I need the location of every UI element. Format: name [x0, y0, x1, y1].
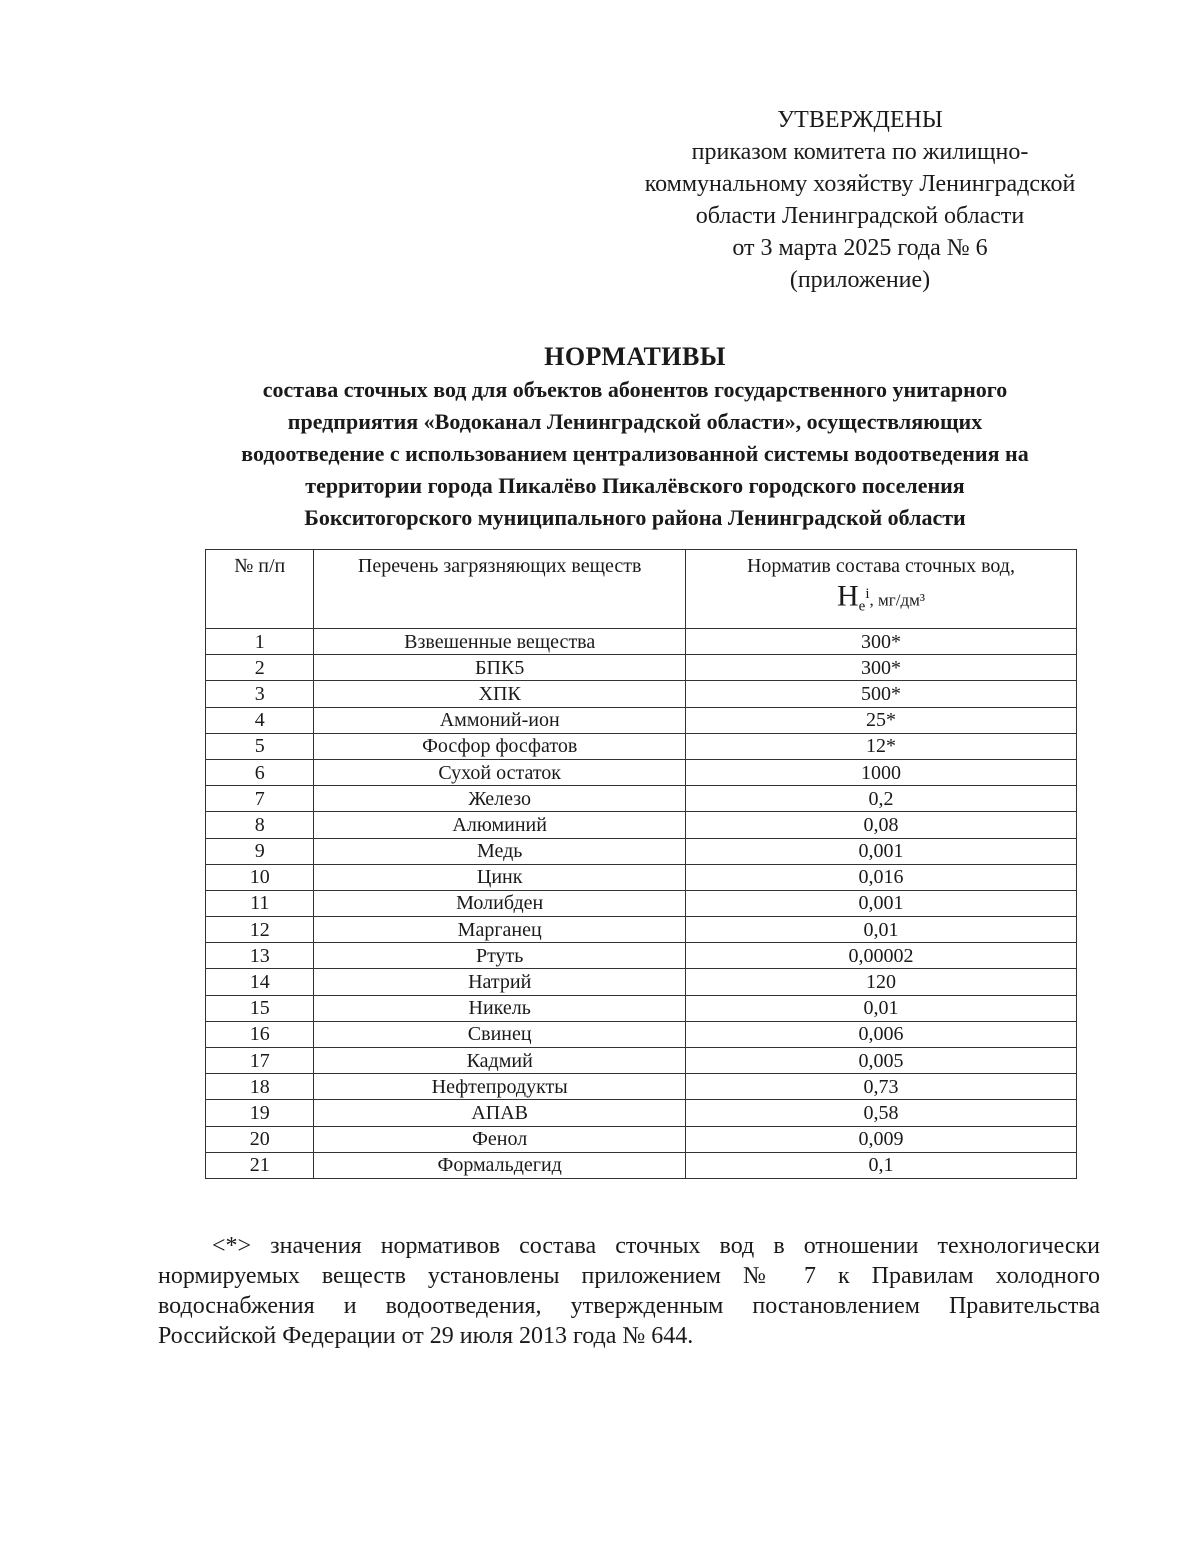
row-num: 10: [206, 864, 314, 890]
row-norm-value: 0,58: [685, 1100, 1076, 1126]
row-num: 4: [206, 707, 314, 733]
row-norm-value: 0,005: [685, 1048, 1076, 1074]
row-num: 1: [206, 629, 314, 655]
row-num: 18: [206, 1074, 314, 1100]
table-row: [206, 1074, 1077, 1100]
subtitle-line: территории города Пикалёво Пикалёвского городского поселения: [305, 473, 965, 498]
row-num: 20: [206, 1126, 314, 1152]
norms-table: [205, 549, 1077, 1179]
subtitle-line: предприятия «Водоканал Ленинградской области», осуществляющих: [287, 409, 983, 434]
row-substance: Кадмий: [314, 1048, 686, 1074]
approval-order-date: от 3 марта 2025 года № 6: [732, 235, 988, 261]
header-norm: [685, 550, 1076, 629]
row-num: 11: [206, 890, 314, 916]
row-num: 8: [206, 812, 314, 838]
row-norm-value: 0,1: [685, 1152, 1076, 1178]
row-substance: Аммоний-ион: [314, 707, 686, 733]
header-row: [206, 550, 1077, 629]
row-norm-value: 25*: [685, 707, 1076, 733]
row-num: 3: [206, 681, 314, 707]
row-num: 21: [206, 1152, 314, 1178]
row-num: 12: [206, 917, 314, 943]
table-row: [206, 812, 1077, 838]
approval-appendix: (приложение): [789, 267, 931, 293]
formula-superscript: i: [865, 586, 870, 602]
table-row: [206, 1152, 1077, 1178]
subtitle-line: состава сточных вод для объектов абонентов государственного унитарного: [262, 377, 1008, 402]
formula-subscript: е: [858, 598, 866, 615]
norms-table-header: [206, 550, 1077, 629]
header-num: № п/п: [206, 550, 314, 629]
row-norm-value: 300*: [685, 655, 1076, 681]
row-norm-value: 1000: [685, 759, 1076, 785]
row-substance: Фенол: [314, 1126, 686, 1152]
table-row: [206, 707, 1077, 733]
row-substance: Натрий: [314, 969, 686, 995]
row-num: 17: [206, 1048, 314, 1074]
row-norm-value: 0,2: [685, 786, 1076, 812]
row-norm-value: 500*: [685, 681, 1076, 707]
table-row: [206, 864, 1077, 890]
row-norm-value: 0,01: [685, 995, 1076, 1021]
table-row: [206, 1126, 1077, 1152]
row-substance: Марганец: [314, 917, 686, 943]
row-num: 14: [206, 969, 314, 995]
document-title-block: [130, 340, 1140, 534]
table-row: [206, 838, 1077, 864]
row-norm-value: 0,001: [685, 838, 1076, 864]
norms-table-body: [206, 629, 1077, 1179]
approval-line: приказом комитета по жилищно-: [691, 139, 1029, 165]
header-norm-label: Норматив состава сточных вод,: [746, 555, 1015, 577]
row-num: 15: [206, 995, 314, 1021]
approval-block: [560, 104, 1160, 296]
subtitle-line: Бокситогорского муниципального района Ленинградской области: [304, 505, 966, 530]
row-substance: Сухой остаток: [314, 759, 686, 785]
document-title: НОРМАТИВЫ: [544, 342, 726, 371]
approval-line: коммунальному хозяйству Ленинградской: [644, 171, 1076, 197]
row-substance: АПАВ: [314, 1100, 686, 1126]
row-norm-value: 0,006: [685, 1021, 1076, 1047]
row-substance: Алюминий: [314, 812, 686, 838]
row-norm-value: 0,08: [685, 812, 1076, 838]
row-substance: Ртуть: [314, 943, 686, 969]
table-row: [206, 917, 1077, 943]
row-num: 5: [206, 733, 314, 759]
row-norm-value: 0,001: [685, 890, 1076, 916]
row-substance: Свинец: [314, 1021, 686, 1047]
table-row: [206, 733, 1077, 759]
table-row: [206, 629, 1077, 655]
row-substance: БПК5: [314, 655, 686, 681]
row-num: 9: [206, 838, 314, 864]
formula-unit: , мг/дм³: [869, 590, 925, 610]
row-substance: Фосфор фосфатов: [314, 733, 686, 759]
table-row: [206, 995, 1077, 1021]
row-substance: Железо: [314, 786, 686, 812]
row-norm-value: 0,01: [685, 917, 1076, 943]
row-norm-value: 300*: [685, 629, 1076, 655]
row-norm-value: 0,009: [685, 1126, 1076, 1152]
row-num: 16: [206, 1021, 314, 1047]
norm-formula: [686, 579, 1076, 619]
table-row: [206, 890, 1077, 916]
row-substance: Нефтепродукты: [314, 1074, 686, 1100]
row-substance: Медь: [314, 838, 686, 864]
row-substance: Формальдегид: [314, 1152, 686, 1178]
row-norm-value: 0,73: [685, 1074, 1076, 1100]
document-subtitle: [130, 374, 1140, 534]
row-num: 2: [206, 655, 314, 681]
table-row: [206, 759, 1077, 785]
table-row: [206, 786, 1077, 812]
row-substance: ХПК: [314, 681, 686, 707]
approval-heading: УТВЕРЖДЕНЫ: [777, 107, 943, 133]
table-row: [206, 1100, 1077, 1126]
row-num: 19: [206, 1100, 314, 1126]
table-row: [206, 655, 1077, 681]
formula-symbol: Н: [836, 579, 859, 613]
footnote: <*> значения нормативов состава сточных вод в отношении технологически нормируемых веществ установлены приложением № 7 к Правилам холодного водоснабжения и водоотведения, утвержденным постановлением Правительства Российской Федерации от 29 июля 2013 года № 644.: [158, 1233, 1100, 1349]
subtitle-line: водоотведение с использованием централизованной системы водоотведения на: [241, 441, 1029, 466]
row-substance: Цинк: [314, 864, 686, 890]
row-norm-value: 0,016: [685, 864, 1076, 890]
table-row: [206, 943, 1077, 969]
row-norm-value: 120: [685, 969, 1076, 995]
row-substance: Никель: [314, 995, 686, 1021]
row-norm-value: 12*: [685, 733, 1076, 759]
table-row: [206, 681, 1077, 707]
header-substances: Перечень загрязняющих веществ: [314, 550, 686, 629]
row-num: 13: [206, 943, 314, 969]
table-row: [206, 969, 1077, 995]
row-num: 7: [206, 786, 314, 812]
row-substance: Взвешенные вещества: [314, 629, 686, 655]
table-row: [206, 1021, 1077, 1047]
row-num: 6: [206, 759, 314, 785]
row-norm-value: 0,00002: [685, 943, 1076, 969]
table-row: [206, 1048, 1077, 1074]
row-substance: Молибден: [314, 890, 686, 916]
approval-line: области Ленинградской области: [695, 203, 1025, 229]
